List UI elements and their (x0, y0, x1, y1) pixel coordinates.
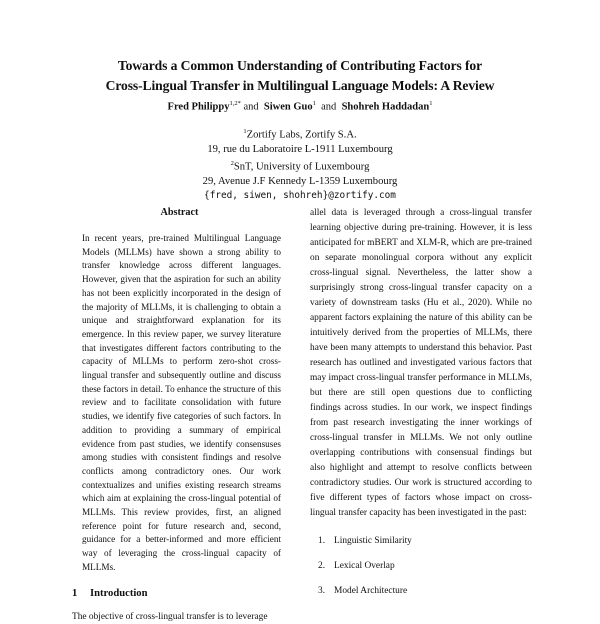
left-column (72, 206, 287, 624)
list-item (318, 554, 532, 579)
list-item-label: Lexical Overlap (334, 561, 395, 571)
affiliation-mark: 2 (230, 159, 234, 167)
author-name: Shohreh Haddadan (341, 101, 430, 113)
section-title: Introduction (90, 587, 148, 599)
right-column (310, 206, 532, 604)
abstract-heading: Abstract (160, 207, 199, 218)
section-heading-introduction (72, 587, 287, 601)
affiliation-block (80, 125, 520, 203)
paper-title (40, 56, 560, 96)
affiliation-mark: 1 (243, 128, 247, 135)
author-separator: and (243, 101, 259, 113)
affiliation-name: Zortify Labs, Zortify S.A. (246, 129, 357, 141)
list-item (318, 579, 532, 604)
title-line-2: Cross-Lingual Transfer in Multilingual Language Models: A Review (105, 78, 495, 93)
list-item-label: Linguistic Similarity (334, 536, 412, 546)
author-name: Fred Philippy (167, 101, 230, 113)
abstract-text: In recent years, pre-trained Multilingual Language Models (MLLMs) have shown a strong ability to transfer knowledge across different languages. However, given that the aspiration for such an ability has not been explicitly incorporated in the design of the majority of MLLMs, it is challenging to obtain a unique and straightforward explanation for its emergence. In this review paper, we survey literature that investigates different factors contributing to the capacity of MLLMs to perform zero-shot cross-lingual transfer and subsequently outline and discuss these factors in detail. To enhance the structure of this review and to facilitate consolidation with future studies, we identify five categories of such factors. In addition to providing a summary of empirical evidence from past studies, we identify consensuses among studies with consistent findings and resolve conflicts among contradictory ones. Our work contextualizes and unifies existing research streams which aim at explaining the cross-lingual potential of MLLMs. This review provides, first, an aligned reference point for future research and, second, guidance for a better-informed and more efficient way of leveraging the cross-lingual capacity of MLLMs. (82, 233, 281, 572)
author-name: Siwen Guo (263, 101, 313, 113)
author-affiliation-mark: 1 (312, 100, 316, 107)
author-separator: and (321, 101, 337, 113)
list-item (318, 529, 532, 554)
affiliation-1 (80, 125, 520, 143)
introduction-text: The objective of cross-lingual transfer is to leverage (72, 611, 268, 622)
list-item-number: 1. (318, 536, 326, 546)
body-text: allel data is leveraged through a cross-lingual transfer learning objective during pre-training. However, it is less anticipated for mBERT and XLM-R, which are pre-trained on separate monolingual corpora without any explicit cross-lingual signal. Nevertheless, the latter show a surprisingly strong cross-lingual transfer capacity on a variety of downstream tasks (Hu et al., 2020). While no apparent factors explaining the nature of this ability can be intuitively derived from the properties of MLLMs, there have been many attempts to understand this behavior. Past research has outlined and investigated various factors that may impact cross-lingual transfer performance in MLLMs, but there are still open questions due to conflicting findings across studies. In our work, we inspect findings from past research investigating the inner workings of cross-lingual transfer in MLLMs. We not only outline overlapping contributions with consensual findings but also highlight and attempt to resolve conflicts between contradictory studies. Our work is structured according to five different types of factors whose impact on cross-lingual transfer capacity has been investigated in the past: (310, 208, 532, 518)
list-item-number: 3. (318, 586, 326, 596)
author-affiliation-mark: 1,2* (229, 100, 241, 107)
affiliation-address: 19, rue du Laboratoire L-1911 Luxembourg (207, 143, 393, 155)
list-item-number: 2. (318, 561, 326, 571)
section-number: 1 (72, 587, 78, 599)
list-item-label: Model Architecture (334, 586, 408, 596)
affiliation-address: 29, Avenue J.F Kennedy L-1359 Luxembourg (202, 175, 398, 187)
author-list (40, 97, 560, 115)
author-affiliation-mark: 1 (429, 100, 433, 107)
factor-list (318, 529, 532, 604)
affiliation-name: SnT, University of Luxembourg (233, 161, 370, 173)
affiliation-2 (80, 157, 520, 175)
title-line-1: Towards a Common Understanding of Contributing Factors for (117, 58, 483, 73)
author-emails: {fred, siwen, shohreh}@zortify.com (204, 189, 396, 201)
